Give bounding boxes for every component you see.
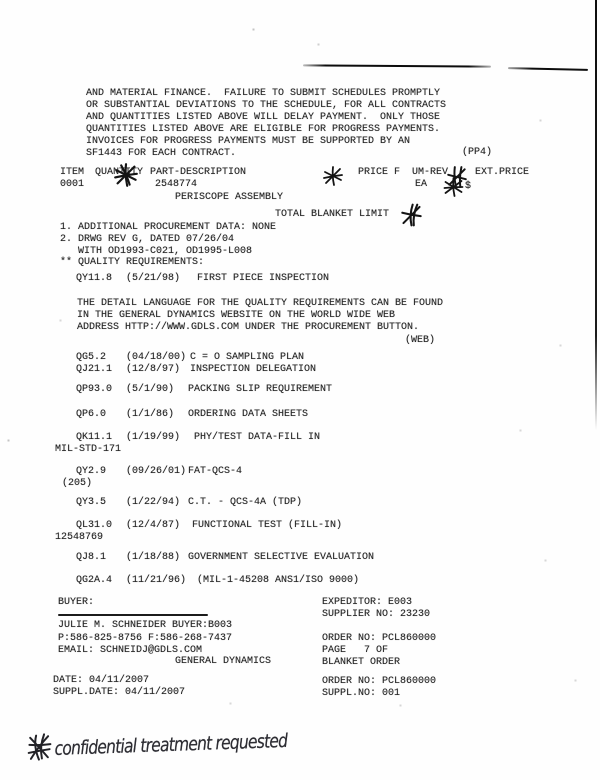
- quality-detail-line: ADDRESS HTTP://WWW.GDLS.COM UNDER THE PROCUREMENT BUTTON.: [77, 322, 420, 333]
- quality-req-desc: INSPECTION DELEGATION: [190, 364, 317, 375]
- intro-paragraph-line: OR SUBSTANTIAL DEVIATIONS TO THE SCHEDULE, FOR ALL CONTRACTS: [86, 100, 447, 111]
- quality-req-date: (5/21/98): [126, 273, 181, 284]
- quality-req-row: [0, 384, 600, 396]
- buyer-label: BUYER:: [58, 597, 95, 608]
- order-date: DATE: 04/11/2007: [53, 675, 150, 686]
- quality-req-code: QG2A.4: [76, 575, 113, 586]
- pp4-tag: (PP4): [462, 147, 493, 158]
- quality-req-desc: GOVERNMENT SELECTIVE EVALUATION: [188, 552, 375, 563]
- quality-detail-line: IN THE GENERAL DYNAMICS WEBSITE ON THE WORLD WIDE WEB: [77, 310, 396, 321]
- intro-paragraph-line: INVOICES FOR PROGRESS PAYMENTS MUST BE SUPPORTED BY AN: [86, 136, 411, 147]
- handwritten-note: [26, 722, 339, 763]
- quality-req-row: [0, 432, 600, 444]
- quality-req-desc: C = O SAMPLING PLAN: [190, 352, 305, 363]
- buyer-signature-line: [58, 614, 208, 616]
- redaction-scribble-total-limit: [400, 202, 423, 228]
- part-number: 2548774: [155, 179, 198, 190]
- quality-req-date: (1/22/94): [126, 497, 181, 508]
- item-header-price-f: PRICE F: [358, 167, 401, 178]
- total-blanket-limit-label: TOTAL BLANKET LIMIT: [275, 209, 390, 220]
- hash-scribble-icon: [26, 732, 53, 763]
- scan-noise-specks: [0, 0, 1, 1]
- intro-paragraph-line: AND MATERIAL FINANCE. FAILURE TO SUBMIT SCHEDULES PROMPTLY: [86, 88, 441, 99]
- quality-req-row: [0, 520, 600, 532]
- item-header-ext-price: EXT.PRICE: [475, 167, 530, 178]
- quality-req-code: QY2.9: [76, 466, 107, 477]
- order-number-2: ORDER NO: PCL860000: [322, 676, 437, 687]
- redaction-scribble-price: [323, 165, 343, 187]
- quality-req-row: [0, 552, 600, 564]
- redaction-scribble-quantity: [114, 163, 138, 187]
- quality-req-code: QG5.2: [76, 352, 107, 363]
- quality-req-desc: FAT-QCS-4: [188, 466, 243, 477]
- supplement-date: SUPPL.DATE: 04/11/2007: [53, 687, 186, 698]
- quality-requirements-heading: ** QUALITY REQUIREMENTS:: [60, 257, 205, 268]
- quality-req-row: [0, 364, 600, 376]
- quality-req-desc: FIRST PIECE INSPECTION: [197, 273, 330, 284]
- item-header-quantity: QUANTITY: [95, 167, 144, 178]
- quality-req-date: (12/8/97): [126, 364, 181, 375]
- item-header-um-rev: UM-REV: [412, 167, 449, 178]
- quality-req-row: [0, 575, 600, 587]
- quality-req-code: QJ21.1: [76, 364, 113, 375]
- quality-req-continuation: 12548769: [55, 532, 104, 543]
- quality-req-desc: C.T. - QCS-4A (TDP): [188, 497, 303, 508]
- intro-paragraph-line: SF1443 FOR EACH CONTRACT.: [86, 148, 237, 159]
- quality-req-desc: PHY/TEST DATA-FILL IN: [194, 432, 321, 443]
- buyer-name: JULIE M. SCHNEIDER BUYER:B003: [58, 620, 233, 631]
- handwritten-note-text: confidential treatment requested: [54, 729, 288, 761]
- company-name: GENERAL DYNAMICS: [175, 656, 272, 667]
- quality-req-code: QP6.0: [76, 409, 107, 420]
- item-number: 0001: [60, 179, 85, 190]
- buyer-email: EMAIL: SCHNEIDJ@GDLS.COM: [58, 645, 203, 656]
- supplier-number: SUPPLIER NO: 23230: [322, 609, 431, 620]
- quality-req-row: [0, 273, 600, 285]
- intro-paragraph-line: AND QUANTITIES LISTED ABOVE WILL DELAY PAYMENT. ONLY THOSE: [86, 112, 441, 123]
- quality-req-code: QY11.8: [76, 273, 113, 284]
- quality-req-row: [0, 409, 600, 421]
- quality-req-date: (12/4/87): [126, 520, 181, 531]
- redaction-scribble-ext-price: [441, 177, 466, 197]
- quality-req-date: (1/1/86): [126, 409, 175, 420]
- quality-req-code: QJ8.1: [76, 552, 107, 563]
- quality-req-code: QK11.1: [76, 432, 113, 443]
- page-number: PAGE 7 OF: [322, 645, 389, 656]
- intro-paragraph-line: QUANTITIES LISTED ABOVE ARE ELIGIBLE FOR PROGRESS PAYMENTS.: [86, 124, 441, 135]
- quality-req-desc: ORDERING DATA SHEETS: [188, 409, 309, 420]
- procurement-note-line: WITH OD1993-C021, OD1995-L008: [78, 246, 253, 257]
- item-header-item: ITEM: [60, 167, 85, 178]
- scan-artifact-line-top-1: [303, 64, 491, 67]
- quality-req-date: (04/18/00): [126, 352, 187, 363]
- quality-req-date: (09/26/01): [126, 466, 187, 477]
- quality-req-date: (1/18/88): [126, 552, 181, 563]
- quality-req-date: (5/1/90): [126, 384, 175, 395]
- quality-req-desc: PACKING SLIP REQUIREMENT: [188, 384, 333, 395]
- item-header-part-description: PART-DESCRIPTION: [150, 167, 247, 178]
- quality-req-row: [0, 497, 600, 509]
- supplement-number: SUPPL.NO: 001: [322, 688, 401, 699]
- expeditor: EXPEDITOR: E003: [322, 597, 413, 608]
- scan-artifact-line-top-2: [508, 67, 588, 71]
- quality-req-continuation: (205): [62, 478, 93, 489]
- blanket-order-label: BLANKET ORDER: [322, 657, 401, 668]
- quality-req-row: [0, 352, 600, 364]
- buyer-phone-fax: P:586-825-8756 F:586-268-7437: [58, 633, 233, 644]
- currency-symbol: $: [465, 181, 472, 192]
- order-number: ORDER NO: PCL860000: [322, 633, 437, 644]
- quality-req-code: QY3.5: [76, 497, 107, 508]
- quality-req-row: [0, 466, 600, 478]
- quality-req-date: (11/21/96): [126, 575, 187, 586]
- quality-req-code: QL31.0: [76, 520, 113, 531]
- web-tag: (WEB): [405, 335, 436, 346]
- unit-of-measure: EA: [415, 179, 428, 190]
- quality-req-continuation: MIL-STD-171: [55, 444, 122, 455]
- quality-req-desc: (MIL-1-45208 ANS1/ISO 9000): [197, 575, 360, 586]
- part-description-text: PERISCOPE ASSEMBLY: [175, 192, 284, 203]
- procurement-note-line: 2. DRWG REV G, DATED 07/26/04: [60, 234, 235, 245]
- procurement-note-line: 1. ADDITIONAL PROCUREMENT DATA: NONE: [60, 222, 277, 233]
- quality-req-code: QP93.0: [76, 384, 113, 395]
- quality-req-desc: FUNCTIONAL TEST (FILL-IN): [192, 520, 343, 531]
- quality-detail-line: THE DETAIL LANGUAGE FOR THE QUALITY REQUIREMENTS CAN BE FOUND: [77, 298, 444, 309]
- quality-req-date: (1/19/99): [126, 432, 181, 443]
